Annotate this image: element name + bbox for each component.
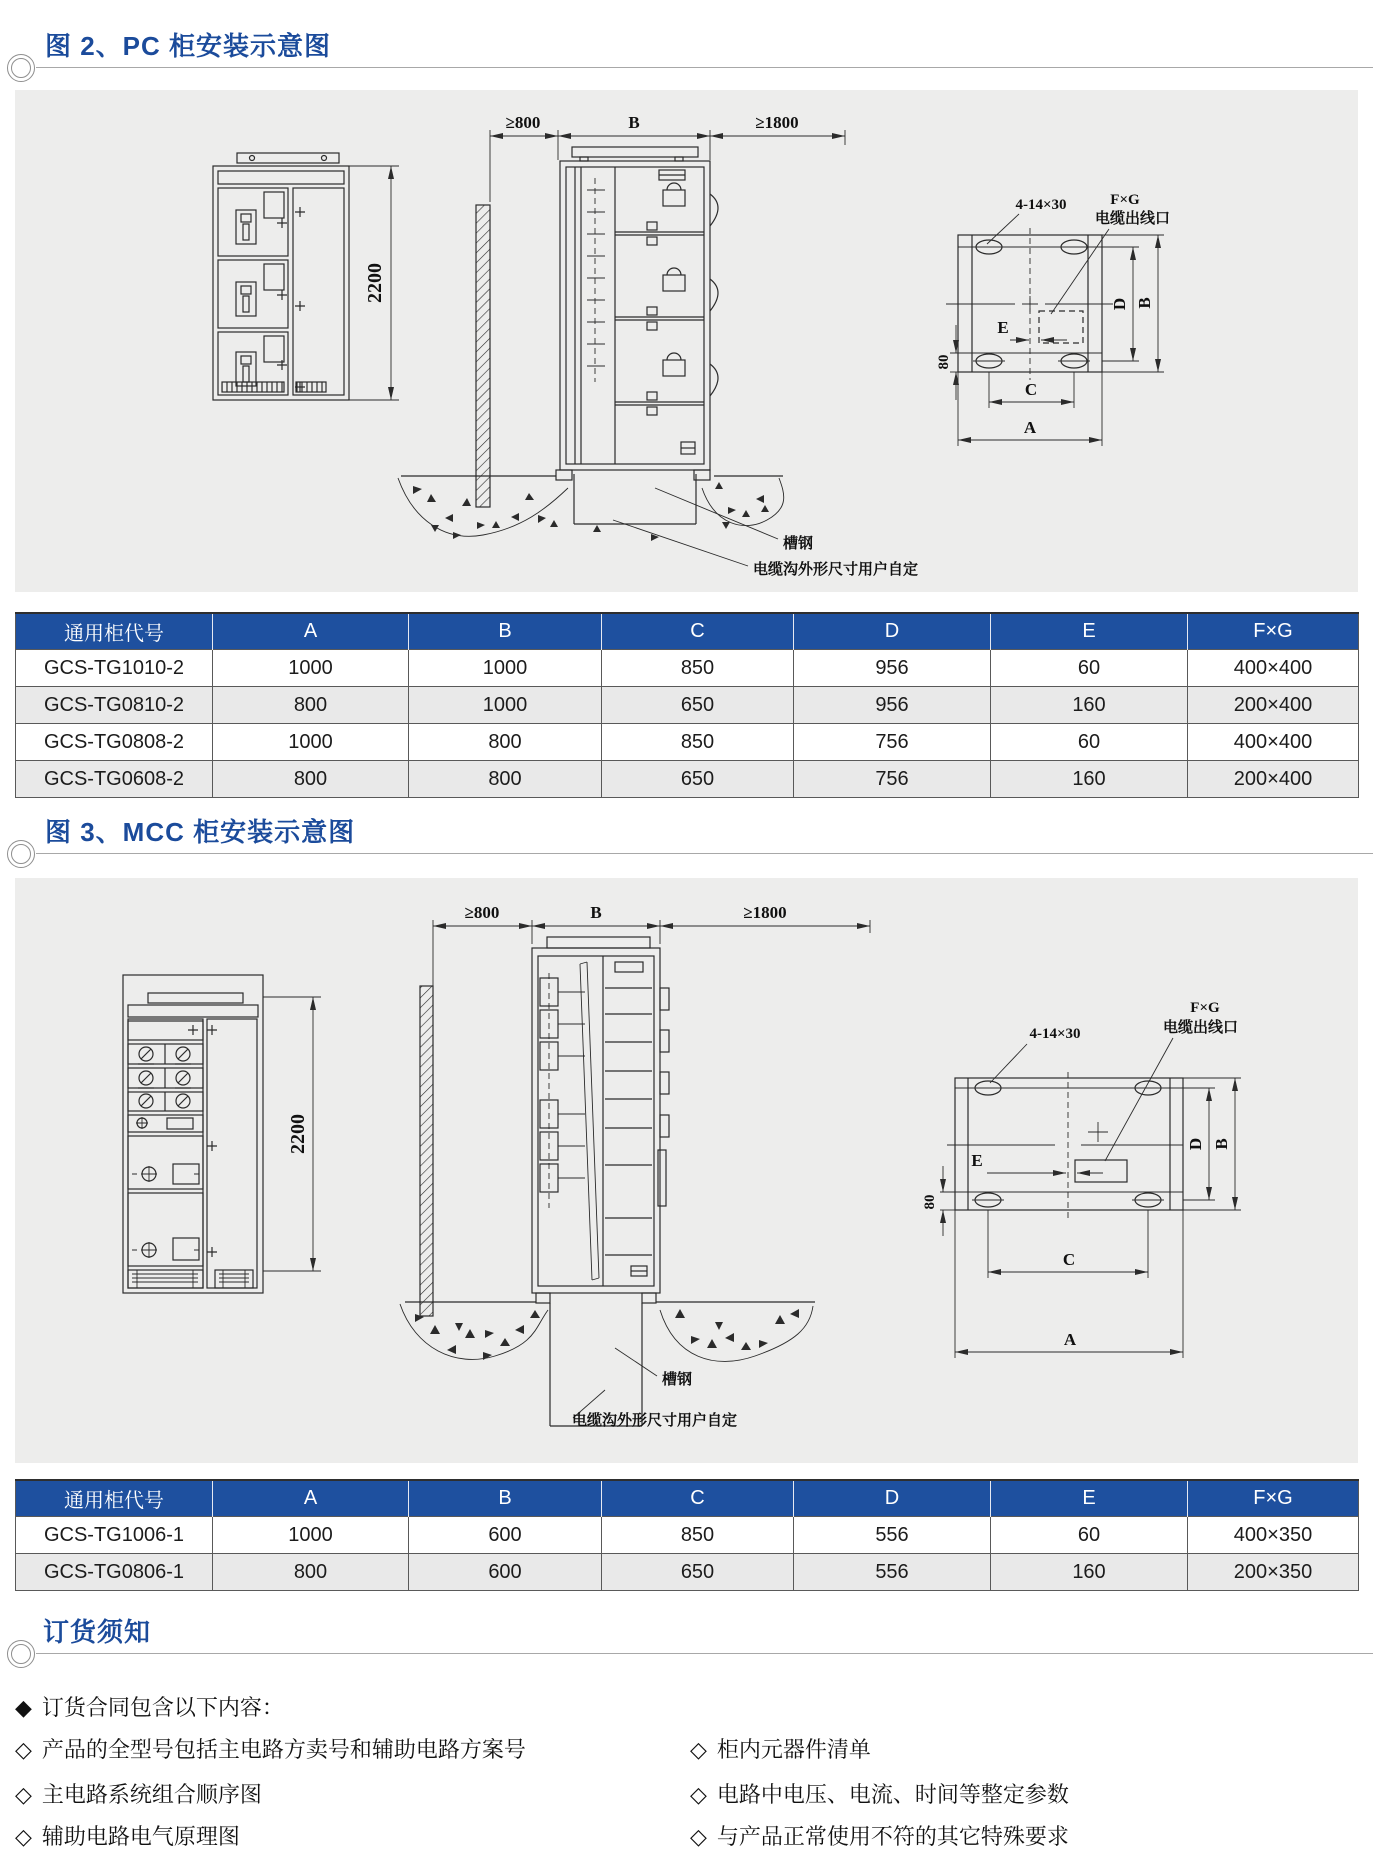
dim-c: C [1024,380,1038,399]
ordering-lead: ◆ 订货合同包含以下内容： [15,1695,284,1720]
ring-decoration-icon [7,840,35,868]
diamond-hollow-icon: ◇ [15,1737,32,1762]
dim-clearance-left: ≥800 [505,113,541,132]
mcc-dimension-table [15,1479,1359,1591]
mcc-install-diagram [15,878,1358,1463]
dim-80: 80 [922,1194,938,1210]
dim-width-b: B [590,903,602,922]
col-header: A [213,613,409,650]
diamond-hollow-icon: ◇ [690,1782,707,1807]
pc-dimension-table [15,612,1359,798]
col-header: B [409,1480,602,1517]
ring-decoration-icon [7,54,35,82]
diamond-hollow-icon: ◇ [15,1782,32,1807]
ring-decoration-icon [7,1640,35,1668]
mcc-cabinet-side-view [400,903,870,1429]
dim-b: B [1135,297,1154,309]
label-trench-note: 电缆沟外形尺寸用户自定 [753,561,919,578]
dim-clearance-right: ≥1800 [755,113,799,132]
mcc-cabinet-plan-view [922,1000,1241,1358]
ordering-item: ◇ 与产品正常使用不符的其它特殊要求 [690,1824,1069,1849]
col-header: B [409,613,602,650]
table-row: GCS-TG0806-1 800 600 650 556 160 200×350 [16,1554,1359,1591]
col-header: F×G [1188,1480,1359,1517]
mcc-install-diagram-panel [15,878,1358,1463]
dim-c: C [1062,1250,1076,1269]
dim-80: 80 [936,354,952,370]
ordering-item: ◇ 柜内元器件清单 [690,1737,871,1762]
wall-hatch [476,205,490,507]
dim-b: B [1212,1138,1231,1150]
diamond-hollow-icon: ◇ [15,1824,32,1849]
col-header: F×G [1188,613,1359,650]
label-cable-outlet: 电缆出线口 [1163,1019,1239,1036]
label-trench-note: 电缆沟外形尺寸用户自定 [572,1412,738,1429]
col-header: 通用柜代号 [16,1480,213,1517]
ordering-title: 订货须知 [43,1617,152,1647]
col-header: E [991,613,1188,650]
dim-a: A [1023,418,1037,437]
diamond-hollow-icon: ◇ [690,1737,707,1762]
table-header-row [16,613,1359,650]
diamond-filled-icon: ◆ [15,1695,32,1720]
col-header: C [602,613,794,650]
table-row: GCS-TG0608-2 800 800 650 756 160 200×400 [16,761,1359,798]
dim-a: A [1063,1330,1077,1349]
ordering-item: ◇ 产品的全型号包括主电路方卖号和辅助电路方案号 [15,1737,526,1762]
mcc-cabinet-front-view [123,975,321,1293]
pc-cabinet-side-view [398,113,918,578]
fig3-title: 图 3、MCC 柜安装示意图 [45,817,356,847]
header-rule [36,1653,1373,1654]
pc-cabinet-front-view [213,153,399,400]
label-cable-outlet: 电缆出线口 [1095,210,1171,227]
dim-d: D [1110,297,1129,311]
dim-clearance-right: ≥1800 [743,903,787,922]
col-header: E [991,1480,1188,1517]
concrete-texture [415,1309,799,1360]
cabinet-code: GCS-TG0810-2 [16,687,213,724]
ordering-item: ◇ 电路中电压、电流、时间等整定参数 [690,1782,1069,1807]
table-row: GCS-TG1010-2 1000 1000 850 956 60 400×400 [16,650,1359,687]
cabinet-code: GCS-TG0806-1 [16,1554,213,1591]
pc-install-diagram [15,90,1358,592]
table-header-row [16,1480,1359,1517]
cabinet-code: GCS-TG1006-1 [16,1517,213,1554]
table-row: GCS-TG1006-1 1000 600 850 556 60 400×350 [16,1517,1359,1554]
table-row: GCS-TG0810-2 800 1000 650 956 160 200×400 [16,687,1359,724]
pc-cabinet-plan-view [936,192,1170,446]
dim-d: D [1186,1137,1205,1151]
col-header: D [794,1480,991,1517]
col-header: A [213,1480,409,1517]
header-rule [36,67,1373,68]
cabinet-code: GCS-TG1010-2 [16,650,213,687]
dim-e: E [971,1151,983,1170]
label-channel-steel: 槽钢 [783,535,814,552]
dim-2200: 2200 [287,1114,309,1154]
table-row: GCS-TG0808-2 1000 800 850 756 60 400×400 [16,724,1359,761]
col-header: C [602,1480,794,1517]
fig2-section-header [0,26,1373,90]
ordering-item: ◇ 辅助电路电气原理图 [15,1824,240,1849]
cabinet-code: GCS-TG0608-2 [16,761,213,798]
fig3-section-header [0,812,1373,876]
col-header: D [794,613,991,650]
header-rule [36,853,1373,854]
label-holes: 4-14×30 [1029,1026,1081,1042]
cabinet-code: GCS-TG0808-2 [16,724,213,761]
label-holes: 4-14×30 [1015,197,1067,213]
dim-clearance-left: ≥800 [464,903,500,922]
label-fxg: F×G [1190,1000,1220,1016]
label-channel-steel: 槽钢 [662,1371,693,1388]
wall-hatch [420,986,433,1316]
dim-width-b: B [628,113,640,132]
fig2-title: 图 2、PC 柜安装示意图 [45,31,332,61]
ordering-section-header [0,1612,1373,1676]
label-fxg: F×G [1110,192,1140,208]
dim-2200: 2200 [364,263,386,303]
col-header: 通用柜代号 [16,613,213,650]
ordering-item: ◇ 主电路系统组合顺序图 [15,1782,262,1807]
diamond-hollow-icon: ◇ [690,1824,707,1849]
pc-install-diagram-panel [15,90,1358,592]
dim-e: E [997,318,1009,337]
